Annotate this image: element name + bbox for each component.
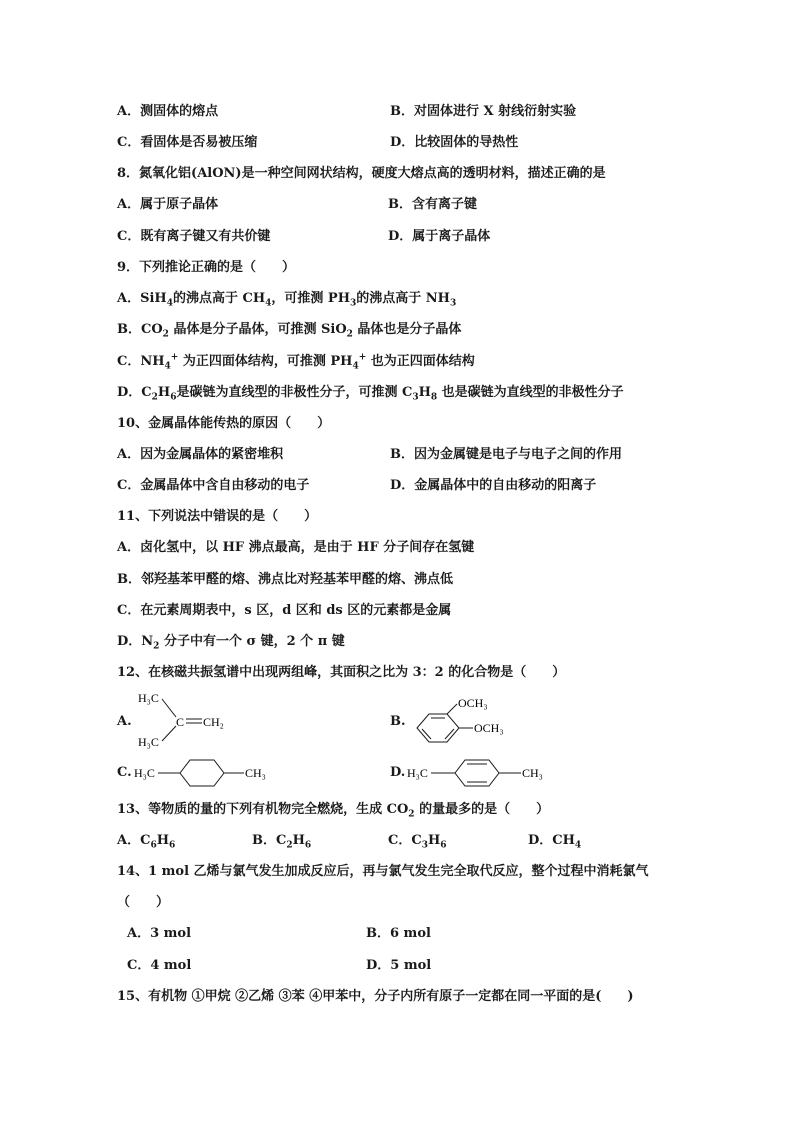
q11-d-s1: 2 bbox=[153, 641, 160, 652]
q12-option-b-structure bbox=[405, 692, 535, 748]
q11-option-c: C．在元素周期表中，s 区，d 区和 ds 区的元素都是金属 bbox=[117, 603, 452, 618]
q9-d-t8: 也是碳链为直线型的非极性分子 bbox=[437, 385, 624, 400]
q9-c-p2: + bbox=[170, 352, 179, 363]
q13-option-d bbox=[528, 832, 581, 850]
q13-d-t0: D．CH bbox=[528, 833, 575, 848]
q9-a-s7: 3 bbox=[449, 298, 457, 309]
q8-option-a: A．属于原子晶体 bbox=[117, 197, 219, 212]
q13-b-s3: 6 bbox=[304, 840, 312, 851]
q13-option-c bbox=[388, 832, 447, 850]
q9-a-t4: ，可推测 PH bbox=[271, 291, 350, 306]
q8-option-b: B．含有离子键 bbox=[388, 197, 477, 212]
q9-c-p5: + bbox=[358, 352, 367, 363]
q11-option-d bbox=[117, 633, 345, 651]
q13-b-t0: B．C bbox=[252, 833, 287, 848]
q10-option-a: A．因为金属晶体的紧密堆积 bbox=[117, 447, 284, 462]
q11-option-b: B．邻羟基苯甲醛的熔、沸点比对羟基苯甲醛的熔、沸点低 bbox=[117, 572, 453, 587]
prev-option-b: B．对固体进行 X 射线衍射实验 bbox=[390, 104, 577, 119]
q14-option-d: D．5 mol bbox=[366, 958, 432, 973]
q13-c-s1: 3 bbox=[421, 840, 428, 851]
q9-option-a bbox=[117, 290, 456, 308]
q9-a-t6: 的沸点高于 NH bbox=[356, 291, 450, 306]
q13-c-s3: 6 bbox=[440, 840, 447, 851]
q14-stem-continued: （ ） bbox=[117, 895, 170, 910]
q9-d-t6: H bbox=[418, 385, 431, 400]
struct-a-bond-top bbox=[162, 699, 176, 717]
struct-b-sub1: OCH₃ bbox=[458, 696, 488, 710]
q9-a-t0: A．SiH bbox=[117, 291, 167, 306]
q12-option-c-label: C. bbox=[117, 765, 132, 780]
q13-stem bbox=[117, 801, 549, 819]
q14-option-b: B．6 mol bbox=[366, 926, 431, 941]
q13-b-s1: 2 bbox=[286, 840, 293, 851]
q13-a-t0: A．C bbox=[117, 833, 151, 848]
prev-option-d: D．比较固体的导热性 bbox=[390, 135, 519, 150]
q9-d-t0: D．C bbox=[117, 385, 152, 400]
struct-a-right: CH₂ bbox=[203, 715, 224, 729]
q10-option-d: D．金属晶体中的自由移动的阳离子 bbox=[390, 478, 597, 493]
q14-option-c: C．4 mol bbox=[127, 958, 192, 973]
struct-b-inner-bond-3 bbox=[445, 729, 454, 739]
q9-a-t2: 的沸点高于 CH bbox=[172, 291, 266, 306]
q9-d-s5: 3 bbox=[412, 392, 419, 403]
struct-a-top: H₃C bbox=[138, 691, 159, 705]
q9-option-d bbox=[117, 384, 624, 402]
struct-a-bond-bottom bbox=[162, 726, 176, 741]
q13-stem-s1: 2 bbox=[408, 809, 415, 820]
q13-b-t2: H bbox=[292, 833, 305, 848]
q9-d-s7: 8 bbox=[430, 392, 438, 403]
q9-d-t2: H bbox=[157, 385, 171, 400]
q9-d-t4: 是碳链为直线型的非极性分子，可推测 C bbox=[176, 385, 413, 400]
q10-stem: 10、金属晶体能传热的原因（ ） bbox=[117, 416, 331, 431]
q13-c-t0: C．C bbox=[388, 833, 422, 848]
struct-d-right: CH₃ bbox=[522, 766, 543, 780]
struct-b-inner-bond-2 bbox=[422, 729, 431, 739]
struct-c-right: CH₃ bbox=[245, 766, 266, 780]
struct-c-ring bbox=[180, 760, 224, 786]
q11-option-a: A．卤化氢中，以 HF 沸点最高，是由于 HF 分子间存在氢键 bbox=[117, 540, 475, 555]
q11-d-t2: 分子中有一个 σ 键，2 个 π 键 bbox=[159, 634, 345, 649]
q9-option-b bbox=[117, 321, 461, 339]
q9-c-t0: C．NH bbox=[117, 354, 165, 369]
prev-option-c: C．看固体是否易被压缩 bbox=[117, 135, 258, 150]
q9-c-t3: 为正四面体结构，可推测 PH bbox=[178, 354, 353, 369]
q13-option-b bbox=[252, 832, 311, 850]
struct-a-bottom: H₃C bbox=[138, 735, 159, 749]
q13-c-t2: H bbox=[427, 833, 441, 848]
q13-stem-t2: 的量最多的是（ ） bbox=[414, 802, 550, 817]
q9-d-s1: 2 bbox=[151, 392, 158, 403]
q9-c-s1: 4 bbox=[164, 361, 171, 372]
q10-option-c: C．金属晶体中含自由移动的电子 bbox=[117, 478, 310, 493]
q12-option-c-structure bbox=[132, 755, 272, 791]
q12-option-d-structure bbox=[405, 755, 555, 791]
q9-c-t6: 也为正四面体结构 bbox=[366, 354, 475, 369]
q9-b-s1: 2 bbox=[162, 329, 169, 340]
q9-d-s3: 6 bbox=[170, 392, 177, 403]
q9-a-s1: 4 bbox=[166, 298, 173, 309]
q13-a-s1: 6 bbox=[150, 840, 157, 851]
q8-option-c: C．既有离子键又有共价键 bbox=[117, 229, 271, 244]
q9-b-t0: B．CO bbox=[117, 322, 163, 337]
q12-option-a-structure bbox=[130, 688, 250, 750]
q10-option-b: B．因为金属键是电子与电子之间的作用 bbox=[390, 447, 622, 462]
q13-a-t2: H bbox=[156, 833, 169, 848]
struct-d-left: H₃C bbox=[407, 766, 428, 780]
q8-option-d: D．属于离子晶体 bbox=[388, 229, 491, 244]
q13-stem-t0: 13、等物质的量的下列有机物完全燃烧，生成 CO bbox=[117, 802, 409, 817]
q12-option-b-label: B. bbox=[390, 714, 406, 729]
q13-a-s3: 6 bbox=[169, 840, 176, 851]
q9-stem: 9．下列推论正确的是（ ） bbox=[117, 260, 296, 275]
struct-b-sub2: OCH₃ bbox=[474, 721, 504, 735]
q14-option-a: A．3 mol bbox=[127, 926, 192, 941]
struct-b-bond-sub1 bbox=[447, 704, 457, 714]
q12-stem: 12、在核磁共振氢谱中出现两组峰，其面积之比为 3：2 的化合物是（ ） bbox=[117, 665, 566, 680]
q11-d-t0: D．N bbox=[117, 634, 154, 649]
q12-option-a-label: A. bbox=[117, 714, 132, 729]
q15-stem: 15、有机物 ①甲烷 ②乙烯 ③苯 ④甲苯中，分子内所有原子一定都在同一平面的是( ) bbox=[117, 989, 634, 1004]
q13-option-a bbox=[117, 832, 175, 850]
q12-option-d-label: D. bbox=[390, 765, 406, 780]
q9-a-s5: 3 bbox=[349, 298, 357, 309]
q9-option-c bbox=[117, 353, 475, 371]
prev-option-a: A．测固体的熔点 bbox=[117, 104, 219, 119]
struct-c-left: H₃C bbox=[134, 766, 155, 780]
struct-a-center: C bbox=[176, 715, 185, 729]
q9-b-s3: 2 bbox=[346, 329, 353, 340]
q14-stem: 14、1 mol 乙烯与氯气发生加成反应后，再与氯气发生完全取代反应，整个过程中消耗氯气 bbox=[117, 864, 649, 879]
q11-stem: 11、下列说法中错误的是（ ） bbox=[117, 509, 318, 524]
q9-c-s4: 4 bbox=[352, 361, 359, 372]
q13-d-s1: 4 bbox=[574, 840, 582, 851]
q8-stem: 8．氮氧化铝(AlON)是一种空间网状结构，硬度大熔点高的透明材料，描述正确的是 bbox=[117, 166, 606, 181]
q9-a-s3: 4 bbox=[265, 298, 272, 309]
q9-b-t2: 晶体是分子晶体，可推测 SiO bbox=[168, 322, 347, 337]
q9-b-t4: 晶体也是分子晶体 bbox=[352, 322, 462, 337]
